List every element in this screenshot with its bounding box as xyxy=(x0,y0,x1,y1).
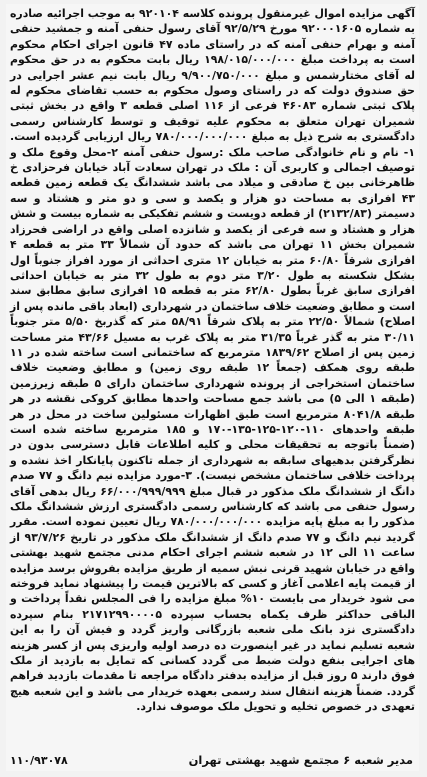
signature-line: مدیر شعبه ۶ مجتمع شهید بهشتی تهران xyxy=(188,753,413,767)
notice-body-text: آگهی مزایده اموال غیرمنقول پرونده کلاسه ۹۲۰۱۰۴ به موجب اجرائیه صادره به شماره ۹۲۰۰۰۱۶۰۵ مورخ ۹۲/۵/۲۹ آقای رسول حنفی آمنه و جمشید حنفی آمنه و بهرام حنفی آمنه که در راستای ماده ۴۷ قانون اجرای احکام محکوم است به پرداخت مبلغ ۱۹۸/۰۱۵/۰۰۰/۰۰۰ ریال بابت محکوم به در حق محکوم له آقای مختارشمس و مبلغ ۹/۹۰۰/۷۵۰/۰۰۰ ریال بابت نیم عشر اجرایی در حق صندوق دولت که در راستای وصول محکوم به حسب تقاضای محکوم له پلاک ثبتی شماره ۴۶۰۸۳ فرعی از ۱۱۶ اصلی قطعه ۳ واقع در بخش ثبتی شمیران تهران متعلق به محکوم علیه توقیف و توسط کارشناس رسمی دادگستری به شرح ذیل به مبلغ ۷۸۰/۰۰۰/۰۰۰/۰۰۰ ریال ارزیابی گردیده است. ۱- نام و نام خانوادگی صاحب ملک :رسول حنفی آمنه ۲-محل وقوع ملک و توصیف اجمالی و کاربری آن : ملک در تهران سعادت آباد خیابان فرحزادی خ ظاهرخانی بین خ صادقی و میلاد می باشد ششدانگ یک قطعه زمین قطعه ۴۳ افرازی به مساحت دو هزار و یکصد و سی و دو متر و هشتاد و سه دسیمتر (۲۱۳۲/۸۳) از قطعه دویست و ششم تفکیکی به شماره بیست و شش هزار و هشتاد و سه فرعی از یکصد و شانزده اصلی واقع در اراضی فحرزاد شمیران بخش ۱۱ تهران می باشد که حدود آن شمالاً ۳۳ متر به قطعه ۴ افرازی شرقاً ۶۰/۸۰ متر به خیابان ۱۲ متری احداثی از مورد افراز جنوباً اول بشکل شکسته به طول ۳/۲۰ متر دوم به طول ۳۲ متر به خیابان احداثی افرازی سابق غرباً بطول ۶۲/۸۰ متر به قطعه ۱۵ افرازی سابق مطابق سند است و مطابق وضعیت خلاف ساختمان در شهرداری (ابعاد باقی مانده پس از اصلاح) شمالاً ۲۲/۵۰ متر به پلاک شرقاً ۵۸/۹۱ متر که گذربخ ۵/۵۰ متر جنوباً ۳۰/۱۱ متر به گذر غرباً ۳۱/۳۵ متر به پلاک غرب به مسیل ۴۳/۶۶ متر مساحت زمین پس از اصلاح ۱۸۳۹/۶۲ مترمربع که ساختمانی است ساخته شده در ۱۱ طبقه روی همکف (جمعاً ۱۲ طبقه روی زمین) و مطابق وضعیت خلاف ساختمان استخراجی از پرونده شهرداری ساختمان دارای ۵ طبقه زیرزمین (طبقه ۱ الی ۵) می باشد جمع مساحت واحدها مطابق کروکی نقشه در هر طبقه ۸۰۴۱/۸ مترمربع است طبق اظهارات مسئولین ساخت در محل در هر طبقه واحدهای ۱۱۰-۱۲۰-۱۲۵-۱۳۵-۱۷۰ و ۱۸۵ مترمربع ساخته شده است (ضمناً باتوجه به تحقیقات محلی و کلیه اطلاعات قابل دسترسی بدون در نظرگرفتن بدهیهای سابقه به شهرداری از جمله تاکنون پایانکار اخذ نشده و پرداخت خلافی ساختمان مشخص نیست). ۳-مورد مزایده نیم دانگ و ۷۷ صدم دانگ از ششدانگ ملک مذکور در قبال مبلغ ۶۶/۰۰۰/۹۹۹/۹۹۹ ریال بدهی آقای رسول حنفی می باشد که کارشناس رسمی دادگستری ارزش ششدانگ ملک مذکور را به مبلغ پایه مزایده ۷۸۰/۰۰۰/۰۰۰/۰۰۰ ریال تعیین نموده است. مقرر گردید نیم دانگ و ۷۷ صدم دانگ از ششدانگ ملک مذکور در تاریخ ۹۳/۷/۲۶ از ساعت ۱۱ الی ۱۲ در شعبه ششم اجرای احکام مدنی مجتمع شهید بهشتی واقع در خیابان شهید قرنی نبش سمیه از طریق مزایده بفروش برسد مزایده از قیمت پایه اعلامی آغاز و کسی که بالاترین قیمت را پیشنهاد نماید فروخته می شود خریدار می بایست ۱۰% مبلغ مزایده را فی المجلس نقداً پرداخت و الباقی حداکثر ظرف یکماه بحساب سپرده ۲۱۷۱۲۹۹۰۰۰۰۵ بنام سپرده دادگستری نزد بانک ملی شعبه بازرگانی واریز گردد و فیش آن را به این شعبه تسلیم نماید در غیر اینصورت ده درصد اولیه واریزی پس از کسر هزینه های اجرایی بنفع دولت ضبط می گردد کسانی که تمایل به بازدید از ملک فوق دارند ۵ روز قبل از مزایده بدفتر دادگاه مراجعه تا مقدمات بازدید فراهم گردد. ضمناً هزینه انتقال سند رسمی بعهده خریدار می باشد و این شعبه هیچ تعهدی در خصوص تخلیه و تحویل ملک موصوف ندارد. xyxy=(10,7,416,714)
notice-footer xyxy=(6,751,419,771)
reference-code: ۱۱۰/۹۳۰۷۸ xyxy=(10,754,68,767)
auction-notice xyxy=(6,4,419,771)
